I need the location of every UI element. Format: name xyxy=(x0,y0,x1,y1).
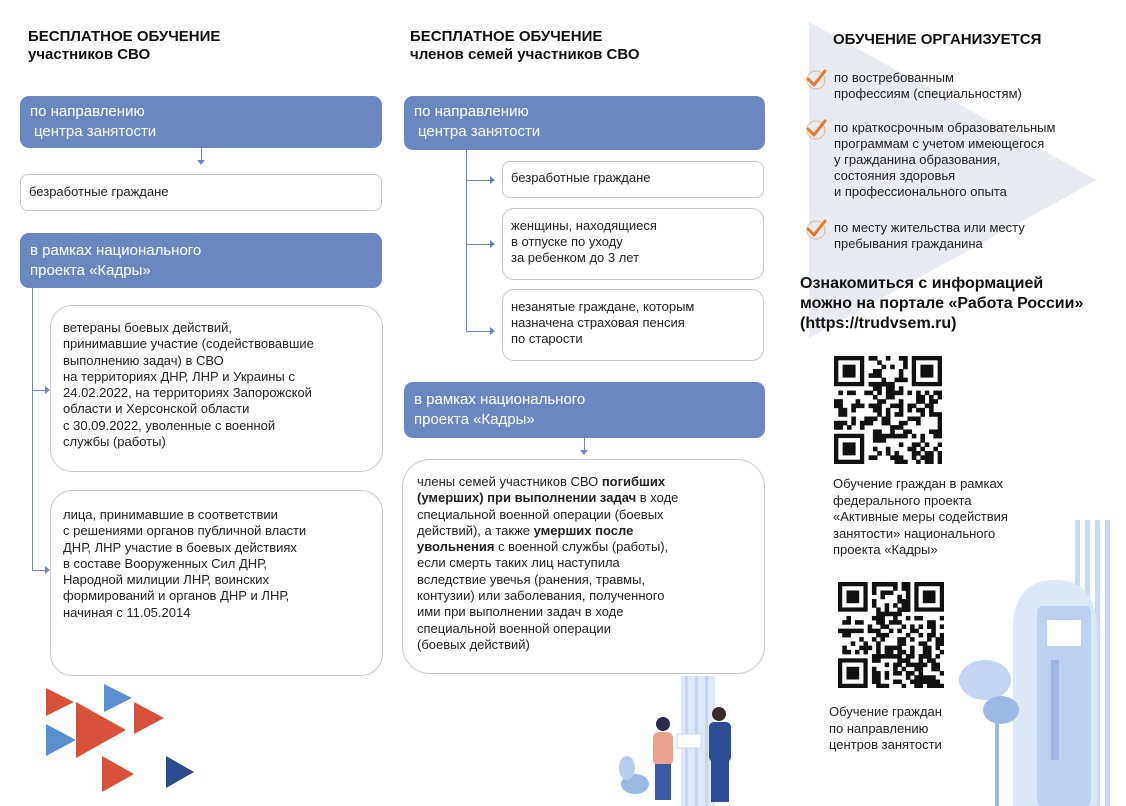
col2-title: БЕСПЛАТНОЕ ОБУЧЕНИЕ членов семей участников СВО xyxy=(410,28,640,63)
logo-triangle xyxy=(76,702,126,758)
check-item: по востребованным профессиям (специальностям) xyxy=(805,68,1105,102)
connector xyxy=(32,570,46,571)
logo-triangle xyxy=(46,688,74,716)
col3-title: ОБУЧЕНИЕ ОРГАНИЗУЕТСЯ xyxy=(833,31,1042,48)
connector xyxy=(466,244,492,245)
check-item: по месту жительства или месту пребывания гражданина xyxy=(805,218,1105,252)
col1-persons-box: лица, принимавшие в соответствии с решениями органов публичной власти ДНР, ЛНР участие в боевых действиях в составе Вооруженных Сил ДНР, Народной милиции ЛНР, воинских формирований и органов ДНР и ЛНР, начиная с 11.05.2014 xyxy=(50,490,383,676)
logo-triangle xyxy=(104,684,132,712)
col2-unemployed-box: безработные граждане xyxy=(502,161,764,198)
building-illustration xyxy=(955,520,1120,806)
connector xyxy=(466,150,467,332)
arrow-right-icon xyxy=(490,327,495,335)
connector xyxy=(32,390,46,391)
col2-family-box: члены семей участников СВО погибших (умерших) при выполнении задач в ходе специальной военной операции (боевых действий), а также умерших после увольнения с военной службы (работы), если смерть таких лиц наступила вследствие увечья (ранения, травмы, контузии) или заболевания, полученного ими при выполнении задач в ходе специальной военной операции (боевых действий) xyxy=(402,459,765,674)
arrow-down-icon xyxy=(197,160,205,165)
arrow-down-icon xyxy=(580,450,588,455)
checkmark-icon xyxy=(805,218,827,240)
arrow-right-icon xyxy=(490,176,495,184)
logo-triangle xyxy=(46,724,76,756)
qr1-caption: Обучение граждан в рамках федерального проекта «Активные меры содействия занятости» национального проекта «Кадры» xyxy=(833,476,1008,557)
col1-veterans-box: ветераны боевых действий, принимавшие участие (содействовавшие выполнению задач) в СВО на территориях ДНР, ЛНР и Украины с 24.02.2022, на территориях Запорожской области и Херсонской области с 30.09.2022, уволенные с военной службы (работы) xyxy=(50,305,383,472)
logo-triangle xyxy=(134,702,164,734)
connector xyxy=(32,288,33,570)
qr2-caption: Обучение граждан по направлению центров занятости xyxy=(829,704,942,752)
col2-employment-box: по направлению центра занятости xyxy=(404,96,765,150)
col1-title: БЕСПЛАТНОЕ ОБУЧЕНИЕ участников СВО xyxy=(28,28,221,63)
connector xyxy=(466,180,492,181)
col1-employment-box: по направлению центра занятости xyxy=(20,96,382,148)
col2-kadry-box: в рамках национального проекта «Кадры» xyxy=(404,382,765,438)
portal-link[interactable]: (https://trudvsem.ru) xyxy=(800,315,957,332)
qr-code-employment[interactable] xyxy=(838,582,944,688)
col1-kadry-box: в рамках национального проекта «Кадры» xyxy=(20,233,382,288)
col1-unemployed-box: безработные граждане xyxy=(20,174,382,211)
qr-code-kadry[interactable] xyxy=(834,356,942,464)
checkmark-icon xyxy=(805,118,827,140)
connector xyxy=(466,331,492,332)
logo-triangle xyxy=(166,756,194,788)
logo xyxy=(38,680,198,795)
arrow-right-icon xyxy=(490,240,495,248)
col2-women-box: женщины, находящиеся в отпуске по уходу за ребенком до 3 лет xyxy=(502,208,764,280)
people-illustration xyxy=(615,676,755,806)
check-item: по краткосрочным образовательным программам с учетом имеющегося у гражданина образования, состояния здоровья и профессионального опыта xyxy=(805,118,1105,204)
logo-triangle xyxy=(102,756,134,792)
info-text: Ознакомиться с информацией можно на портале «Работа России» (https://trudvsem.ru) xyxy=(800,275,1084,332)
checkmark-icon xyxy=(805,68,827,90)
col2-pensioners-box: незанятые граждане, которым назначена страховая пенсия по старости xyxy=(502,289,764,361)
